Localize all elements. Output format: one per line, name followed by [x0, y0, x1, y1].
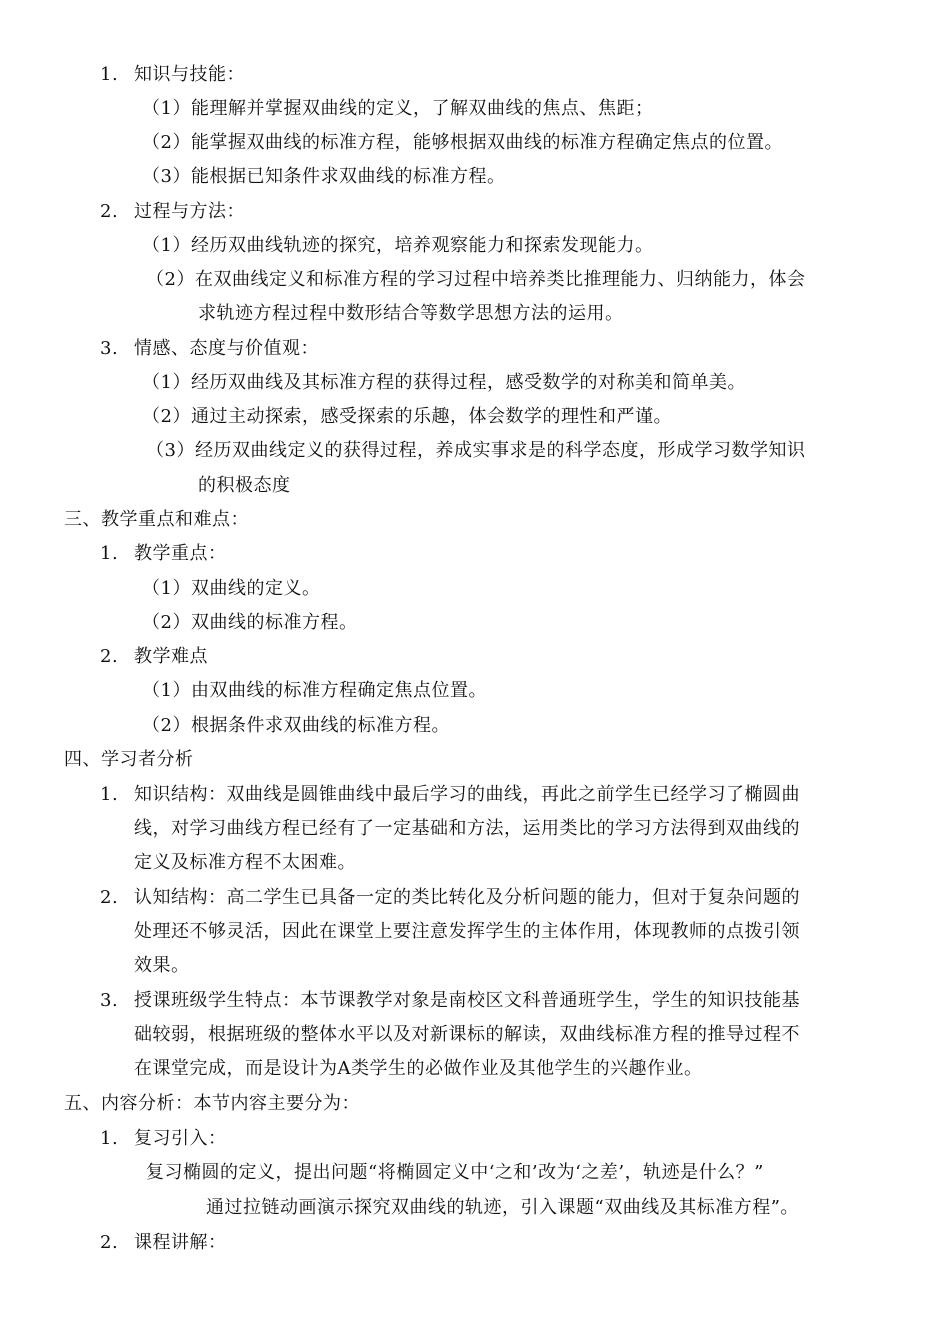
subitem-text: （2）根据条件求双曲线的标准方程。 [142, 715, 450, 736]
subitem-text-continued: 求轨迹方程过程中数形结合等数学思想方法的运用。 [198, 303, 624, 324]
item-text-continued: 处理还不够灵活，因此在课堂上要注意发挥学生的主体作用，体现教师的点拨引领 [134, 921, 800, 942]
item-class-features [100, 990, 800, 1012]
item-title: 课程讲解： [134, 1232, 227, 1253]
item-number: 1. [100, 64, 119, 85]
item-number: 1. [100, 543, 119, 564]
item-cognitive-structure [100, 887, 800, 909]
item-text-continued: 在课堂完成，而是设计为A类学生的必做作业及其他学生的兴趣作业。 [134, 1058, 703, 1079]
paragraph-text: 复习椭圆的定义，提出问题“将椭圆定义中‘之和’改为‘之差’，轨迹是什么？” [146, 1162, 764, 1183]
section-heading: 四、学习者分析 [64, 749, 194, 770]
item-key-points [100, 543, 227, 565]
section-heading: 三、教学重点和难点： [64, 509, 249, 530]
subitem-text: （2）在双曲线定义和标准方程的学习过程中培养类比推理能力、归纳能力，体会 [146, 269, 806, 290]
item-text-continued: 效果。 [134, 955, 190, 976]
subitem-text: （1）双曲线的定义。 [142, 578, 321, 599]
paragraph-text-continued: 通过拉链动画演示探究双曲线的轨迹，引入课题“双曲线及其标准方程”。 [206, 1197, 799, 1218]
subitem-text: （2）能掌握双曲线的标准方程，能够根据双曲线的标准方程确定焦点的位置。 [142, 132, 783, 153]
item-difficulties [100, 646, 208, 668]
item-title: 情感、态度与价值观： [134, 338, 319, 359]
item-title: 复习引入： [134, 1128, 227, 1149]
subitem-text: （1）能理解并掌握双曲线的定义，了解双曲线的焦点、焦距； [142, 98, 654, 119]
item-emotion-attitude [100, 338, 319, 360]
item-number: 3. [100, 990, 119, 1011]
item-number: 2. [100, 887, 119, 908]
item-course-explanation [100, 1232, 227, 1254]
item-process-methods [100, 201, 245, 223]
subitem-text-continued: 的积极态度 [198, 475, 291, 496]
item-number: 1. [100, 784, 119, 805]
item-number: 1. [100, 1128, 119, 1149]
subitem-text: （1）经历双曲线及其标准方程的获得过程，感受数学的对称美和简单美。 [142, 372, 746, 393]
item-number: 3. [100, 338, 119, 359]
section-heading: 五、内容分析：本节内容主要分为： [64, 1093, 360, 1114]
item-text-continued: 础较弱，根据班级的整体水平以及对新课标的解读，双曲线标准方程的推导过程不 [134, 1024, 800, 1045]
subitem-text: （3）能根据已知条件求双曲线的标准方程。 [142, 166, 506, 187]
item-title: 知识与技能： [134, 64, 245, 85]
item-title: 教学重点： [134, 543, 227, 564]
subitem-text: （1）由双曲线的标准方程确定焦点位置。 [142, 680, 487, 701]
item-knowledge-skills [100, 64, 245, 86]
subitem-text: （2）通过主动探索，感受探索的乐趣，体会数学的理性和严谨。 [142, 406, 672, 427]
item-text: 知识结构：双曲线是圆锥曲线中最后学习的曲线，再此之前学生已经学习了椭圆曲 [134, 784, 800, 805]
item-title: 过程与方法： [134, 201, 245, 222]
subitem-text: （1）经历双曲线轨迹的探究，培养观察能力和探索发现能力。 [142, 235, 654, 256]
item-text-continued: 线，对学习曲线方程已经有了一定基础和方法，运用类比的学习方法得到双曲线的 [134, 818, 800, 839]
item-number: 2. [100, 646, 119, 667]
item-knowledge-structure [100, 784, 800, 806]
item-text-continued: 定义及标准方程不太困难。 [134, 852, 356, 873]
item-text: 认知结构：高二学生已具备一定的类比转化及分析问题的能力，但对于复杂问题的 [134, 887, 800, 908]
subitem-text: （2）双曲线的标准方程。 [142, 612, 358, 633]
item-title: 教学难点 [134, 646, 208, 667]
item-number: 2. [100, 201, 119, 222]
item-review-intro [100, 1128, 227, 1150]
item-number: 2. [100, 1232, 119, 1253]
item-text: 授课班级学生特点：本节课教学对象是南校区文科普通班学生，学生的知识技能基 [134, 990, 800, 1011]
subitem-text: （3）经历双曲线定义的获得过程，养成实事求是的科学态度，形成学习数学知识 [146, 440, 806, 461]
